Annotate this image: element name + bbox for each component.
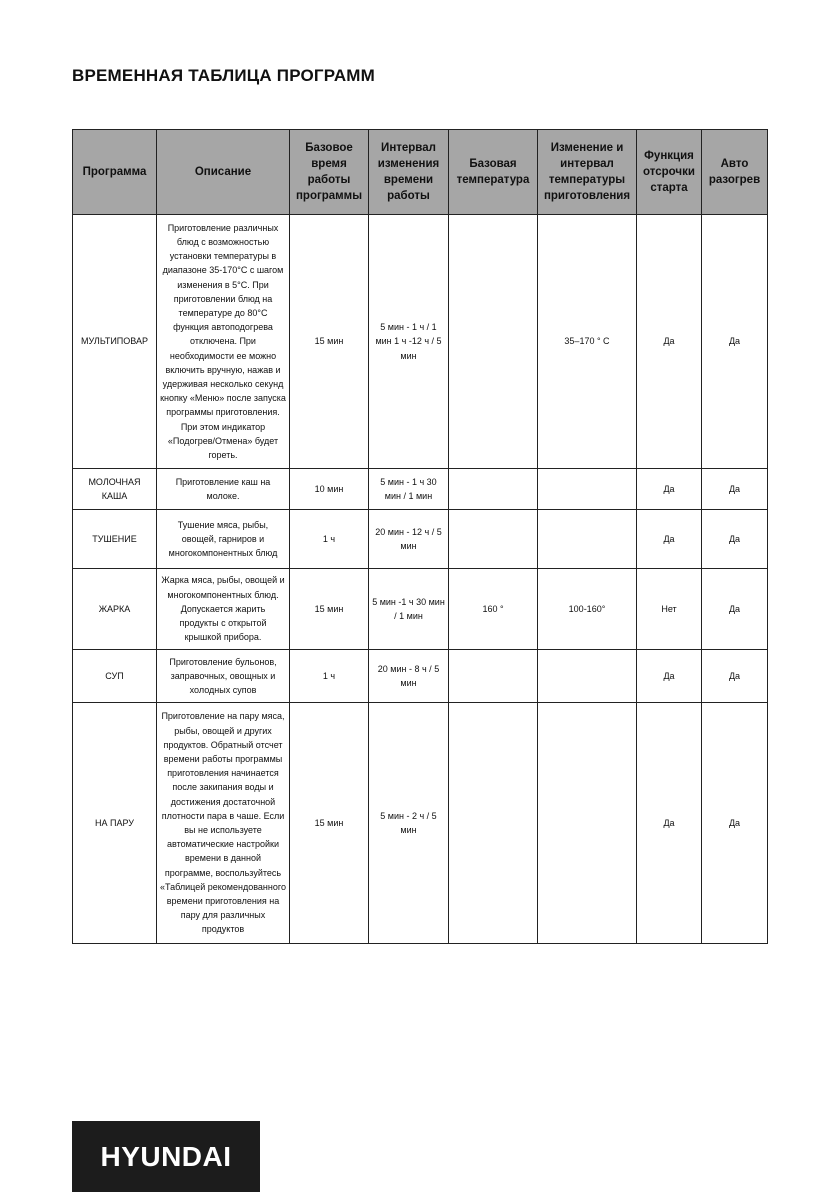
time-interval: 20 мин - 8 ч / 5 мин [369,650,449,703]
time-interval: 20 мин - 12 ч / 5 мин [369,510,449,569]
program-name: ЖАРКА [73,569,157,650]
base-temp [449,510,538,569]
header-program: Программа [73,130,157,215]
delay-start: Да [637,510,702,569]
auto-heat: Да [702,510,768,569]
base-time: 1 ч [290,650,369,703]
temp-interval [538,510,637,569]
program-description: Приготовление бульонов, заправочных, овощных и холодных супов [157,650,290,703]
delay-start: Да [637,703,702,944]
program-name: НА ПАРУ [73,703,157,944]
base-time: 15 мин [290,215,369,469]
base-temp [449,469,538,510]
time-interval: 5 мин - 1 ч / 1 мин 1 ч -12 ч / 5 мин [369,215,449,469]
base-time: 15 мин [290,569,369,650]
program-name: МОЛОЧНАЯ КАША [73,469,157,510]
table-header-row [73,130,768,215]
table-row [73,469,768,510]
time-interval: 5 мин - 1 ч 30 мин / 1 мин [369,469,449,510]
auto-heat: Да [702,469,768,510]
time-interval: 5 мин - 2 ч / 5 мин [369,703,449,944]
base-temp: 160 ° [449,569,538,650]
header-auto-heat: Авто разогрев [702,130,768,215]
program-name: МУЛЬТИПОВАР [73,215,157,469]
delay-start: Да [637,650,702,703]
program-name: СУП [73,650,157,703]
table-row [73,215,768,469]
header-description: Описание [157,130,290,215]
time-interval: 5 мин -1 ч 30 мин / 1 мин [369,569,449,650]
temp-interval [538,703,637,944]
header-delay-start: Функция отсрочки старта [637,130,702,215]
base-time: 1 ч [290,510,369,569]
program-description: Тушение мяса, рыбы, овощей, гарниров и многокомпонентных блюд [157,510,290,569]
base-temp [449,703,538,944]
header-temp-interval: Изменение и интервал температуры приготовления [538,130,637,215]
delay-start: Да [637,215,702,469]
base-time: 10 мин [290,469,369,510]
auto-heat: Да [702,569,768,650]
temp-interval [538,469,637,510]
temp-interval: 100-160° [538,569,637,650]
program-description: Приготовление различных блюд с возможностью установки температуры в диапазоне 35-170°С с шагом изменения в 5°С. При приготовлении блюд на температуре до 80°С функция автоподогрева отключена. При необходимости ее можно включить вручную, нажав и удерживая несколько секунд кнопку «Меню» после запуска программы приготовления. При этом индикатор «Подогрев/Отмена» будет гореть. [157,215,290,469]
auto-heat: Да [702,650,768,703]
temp-interval: 35–170 ° С [538,215,637,469]
header-base-temp: Базовая температура [449,130,538,215]
table-row [73,510,768,569]
hyundai-logo [72,1121,260,1192]
delay-start: Нет [637,569,702,650]
program-description: Приготовление на пару мяса, рыбы, овощей и других продуктов. Обратный отсчет времени работы программы приготовления начинается после закипания воды и достижения достаточной плотности пара в чаше. Если вы не используете автоматические настройки времени в данной программе, воспользуйтесь «Таблицей рекомендованного времени приготовления на пару для различных продуктов [157,703,290,944]
header-base-time: Базовое время работы программы [290,130,369,215]
program-table [72,129,768,944]
table-row [73,569,768,650]
table-row [73,650,768,703]
delay-start: Да [637,469,702,510]
auto-heat: Да [702,703,768,944]
auto-heat: Да [702,215,768,469]
logo-text: HYUNDAI [100,1140,232,1172]
page-title: ВРЕМЕННАЯ ТАБЛИЦА ПРОГРАММ [72,66,376,85]
base-temp [449,650,538,703]
temp-interval [538,650,637,703]
base-temp [449,215,538,469]
program-name: ТУШЕНИЕ [73,510,157,569]
table-row [73,703,768,944]
header-time-interval: Интервал изменения времени работы [369,130,449,215]
base-time: 15 мин [290,703,369,944]
program-description: Приготовление каш на молоке. [157,469,290,510]
program-description: Жарка мяса, рыбы, овощей и многокомпонентных блюд. Допускается жарить продукты с открытой крышкой прибора. [157,569,290,650]
